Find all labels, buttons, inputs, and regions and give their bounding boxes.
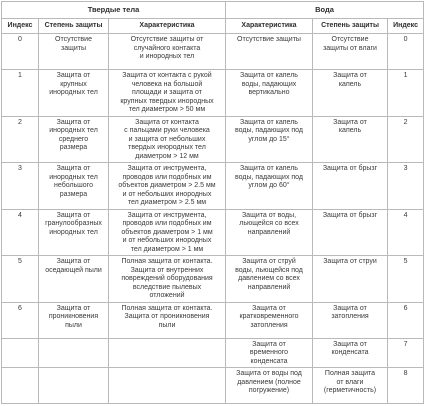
- cell-text: Защита от крупных инородных тел: [49, 72, 98, 96]
- cell-characteristic-left: [109, 338, 226, 368]
- cell-text: 7: [403, 340, 408, 348]
- column-header-row: [2, 19, 424, 34]
- cell-text: 2: [18, 118, 22, 126]
- cell-text: Отсутствие защиты: [237, 36, 301, 43]
- cell-text: Защита от кратковременного затопления: [239, 304, 299, 329]
- cell-degree-right: [313, 256, 388, 303]
- cell-characteristic-left: [109, 70, 226, 117]
- cell-degree-left: [39, 163, 109, 210]
- cell-degree-right: [313, 163, 388, 210]
- cell-degree-left: [39, 338, 109, 368]
- cell-text: Отсутствие защиты: [55, 36, 92, 52]
- cell-text: 5: [18, 258, 22, 265]
- column-header-degree-right: Степень защиты: [313, 19, 388, 34]
- table-row: [2, 34, 424, 70]
- cell-index-right: [388, 368, 424, 404]
- column-header-index-left: Индекс: [2, 19, 39, 34]
- cell-index-right: [388, 302, 424, 338]
- cell-degree-left: [39, 302, 109, 338]
- cell-text: Защита от инородных тел небольшого размера: [49, 165, 98, 198]
- cell-characteristic-right: [226, 116, 313, 163]
- cell-text: 6: [403, 304, 408, 312]
- cell-degree-right: [313, 116, 388, 163]
- cell-index-right: [388, 34, 424, 70]
- table-row: [2, 116, 424, 163]
- cell-text: Защита от струи: [323, 258, 377, 265]
- cell-index-left: [2, 163, 39, 210]
- cell-index-right: [388, 256, 424, 303]
- cell-degree-right: [313, 34, 388, 70]
- cell-text: Защита от оседающей пыли: [45, 258, 102, 274]
- cell-text: Защита от капель: [333, 72, 367, 88]
- cell-index-left: [2, 116, 39, 163]
- cell-degree-left: [39, 116, 109, 163]
- cell-text: Защита от контакта с пальцами руки человека и защита от небольших твердых инородных тел диаметром > 12 мм: [124, 118, 210, 160]
- cell-characteristic-right: [226, 302, 313, 338]
- cell-text: 1: [18, 72, 22, 79]
- cell-text: 4: [18, 211, 22, 219]
- cell-text: Защита от контакта с рукой человека на большой площади и защита от крупных твердых инородных тел диаметром > 50 мм: [120, 72, 214, 113]
- cell-characteristic-left: [109, 116, 226, 163]
- cell-text: Защита от воды под давлением (полное погружение): [236, 370, 302, 394]
- cell-text: Защита от инструмента, проводов или подобных им объектов диаметром > 1 мм и от небольших инородных тел диаметром > 1 мм: [121, 211, 213, 253]
- solids-group-header: Твердые тела: [2, 2, 226, 19]
- cell-text: Защита от струй воды, льющейся под давлением со всех направлений: [235, 258, 303, 291]
- cell-text: Отсутствие защиты от влаги: [323, 36, 377, 52]
- cell-text: Защита от гранулообразных инородных тел: [45, 211, 102, 236]
- cell-characteristic-right: [226, 256, 313, 303]
- cell-text: Полная защита от влаги (герметичность): [323, 370, 377, 394]
- cell-text: Полная защита от контакта. Защита от внутренних повреждений оборудования вследствие пылевых отложений: [121, 258, 213, 299]
- table-row: [2, 368, 424, 404]
- cell-index-right: [388, 163, 424, 210]
- cell-degree-left: [39, 70, 109, 117]
- cell-text: Защита от конденсата: [331, 340, 369, 356]
- cell-index-left: [2, 368, 39, 404]
- cell-index-left: [2, 209, 39, 256]
- column-header-characteristic-right: Характеристика: [226, 19, 313, 34]
- cell-text: Отсутствие защиты от случайного контакта и инородных тел: [130, 36, 204, 60]
- cell-characteristic-left: [109, 34, 226, 70]
- table-row: [2, 256, 424, 303]
- cell-text: Защита от капель воды, падающих под углом до 60°: [234, 165, 304, 189]
- cell-degree-left: [39, 34, 109, 70]
- cell-index-left: [2, 338, 39, 368]
- ip-protection-table: [1, 1, 424, 404]
- cell-text: Защита от инородных тел среднего размера: [49, 118, 98, 151]
- cell-characteristic-left: [109, 368, 226, 404]
- cell-characteristic-right: [226, 34, 313, 70]
- cell-index-right: [388, 70, 424, 117]
- cell-text: Защита от временного конденсата: [249, 340, 289, 365]
- cell-characteristic-right: [226, 368, 313, 404]
- column-header-degree-left: Степень защиты: [39, 19, 109, 34]
- cell-degree-left: [39, 368, 109, 404]
- cell-text: Полная защита от контакта. Защита от проникновения пыли: [121, 304, 213, 329]
- cell-text: Защита от капель: [333, 118, 367, 134]
- cell-degree-right: [313, 302, 388, 338]
- cell-degree-left: [39, 209, 109, 256]
- cell-index-left: [2, 302, 39, 338]
- table-row: [2, 338, 424, 368]
- table-row: [2, 70, 424, 117]
- cell-characteristic-left: [109, 163, 226, 210]
- cell-text: 6: [18, 304, 22, 312]
- cell-text: 1: [403, 72, 408, 79]
- cell-degree-right: [313, 368, 388, 404]
- column-header-characteristic-left: Характеристика: [109, 19, 226, 34]
- cell-text: 8: [403, 370, 408, 377]
- cell-text: Защита от брызг: [322, 211, 378, 219]
- cell-text: Защита от брызг: [322, 165, 378, 172]
- cell-index-right: [388, 338, 424, 368]
- cell-degree-right: [313, 338, 388, 368]
- table-row: [2, 209, 424, 256]
- cell-index-left: [2, 256, 39, 303]
- cell-text: 5: [403, 258, 408, 265]
- cell-text: 3: [403, 165, 408, 172]
- cell-text: Защита от затопления: [331, 304, 369, 320]
- table-row: [2, 302, 424, 338]
- cell-characteristic-right: [226, 209, 313, 256]
- cell-index-left: [2, 70, 39, 117]
- column-header-index-right: Индекс: [388, 19, 424, 34]
- cell-text: Защита от капель воды, падающих под углом до 15°: [234, 118, 304, 143]
- cell-text: 0: [403, 36, 408, 43]
- cell-characteristic-right: [226, 163, 313, 210]
- cell-index-right: [388, 116, 424, 163]
- cell-text: Защита от воды, льющейся со всех направлений: [239, 211, 299, 236]
- cell-text: Защита от капель воды, падающих вертикально: [240, 72, 298, 96]
- cell-text: 4: [403, 211, 408, 219]
- cell-text: 3: [18, 165, 22, 172]
- cell-characteristic-left: [109, 209, 226, 256]
- cell-index-right: [388, 209, 424, 256]
- table-row: [2, 163, 424, 210]
- cell-degree-left: [39, 256, 109, 303]
- cell-index-left: [2, 34, 39, 70]
- cell-text: Защита от инструмента, проводов или подобных им объектов диаметром > 2.5 мм и от небольших инородных тел диаметром > 2.5 мм: [118, 165, 216, 206]
- cell-text: Защита от проникновения пыли: [48, 304, 99, 329]
- cell-degree-right: [313, 70, 388, 117]
- cell-characteristic-right: [226, 338, 313, 368]
- cell-characteristic-left: [109, 302, 226, 338]
- cell-characteristic-right: [226, 70, 313, 117]
- cell-text: 2: [403, 118, 408, 126]
- cell-text: 0: [18, 36, 22, 43]
- cell-characteristic-left: [109, 256, 226, 303]
- water-group-header: Вода: [226, 2, 424, 19]
- group-header-row: [2, 2, 424, 19]
- cell-degree-right: [313, 209, 388, 256]
